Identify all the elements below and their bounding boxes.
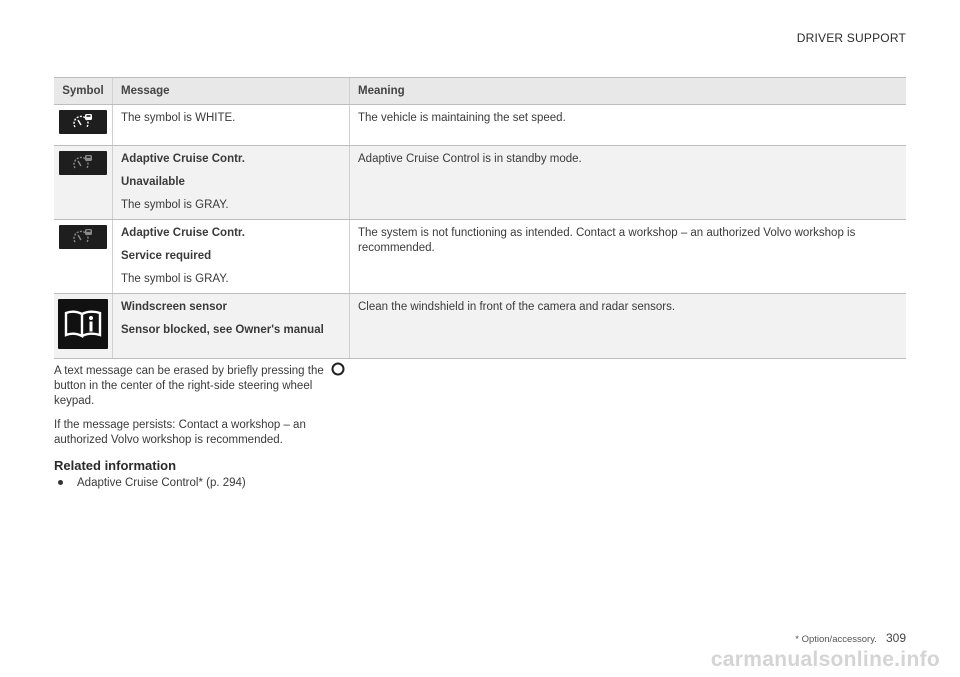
- paragraph-text: button in the center of the right-side steering wheel keypad.: [54, 380, 313, 407]
- meaning-text: The system is not functioning as intended. Contact a workshop – an authorized Volvo workshop is recommended.: [350, 220, 907, 294]
- paragraph-erase-message: [54, 361, 354, 409]
- section-header: DRIVER SUPPORT: [796, 31, 906, 45]
- table-row: [54, 220, 906, 294]
- bullet-icon: [58, 480, 63, 485]
- meaning-text: Adaptive Cruise Control is in standby mode.: [350, 146, 907, 220]
- footnote: * Option/accessory.: [795, 634, 877, 645]
- column-header-symbol: Symbol: [54, 78, 113, 105]
- watermark: carmanualsonline.info: [710, 648, 940, 671]
- message-subtitle: Sensor blocked, see Owner's manual: [121, 324, 324, 336]
- page-number: 309: [885, 631, 906, 645]
- message-subtitle: Unavailable: [121, 176, 185, 188]
- o-button-icon: [330, 361, 346, 377]
- paragraph-persist: If the message persists: Contact a workshop – an authorized Volvo workshop is recommended.: [54, 419, 306, 446]
- owners-manual-info-icon: [58, 299, 108, 349]
- related-information-heading: Related information: [54, 458, 177, 473]
- column-header-message: Message: [113, 78, 350, 105]
- paragraph-text: A text message can be erased by briefly pressing the: [54, 365, 324, 377]
- message-title: Adaptive Cruise Contr.: [121, 153, 245, 165]
- table-row: [54, 146, 906, 220]
- meaning-text: Clean the windshield in front of the camera and radar sensors.: [350, 294, 907, 359]
- meaning-text: The vehicle is maintaining the set speed.: [350, 105, 907, 146]
- message-table: [54, 77, 906, 359]
- table-row: [54, 105, 906, 146]
- table-header-row: [54, 78, 906, 105]
- acc-speedometer-gray-icon: [59, 225, 107, 249]
- message-subtitle: Service required: [121, 250, 212, 262]
- message-note: The symbol is WHITE.: [121, 112, 236, 124]
- table-row: [54, 294, 906, 359]
- page-footer: [795, 631, 906, 645]
- column-header-meaning: Meaning: [350, 78, 907, 105]
- acc-speedometer-white-icon: [59, 110, 107, 134]
- list-item[interactable]: [54, 477, 246, 489]
- message-note: The symbol is GRAY.: [121, 199, 229, 211]
- acc-speedometer-gray-icon: [59, 151, 107, 175]
- message-title: Windscreen sensor: [121, 301, 227, 313]
- message-note: The symbol is GRAY.: [121, 273, 229, 285]
- related-link[interactable]: Adaptive Cruise Control* (p. 294): [77, 477, 246, 489]
- message-title: Adaptive Cruise Contr.: [121, 227, 245, 239]
